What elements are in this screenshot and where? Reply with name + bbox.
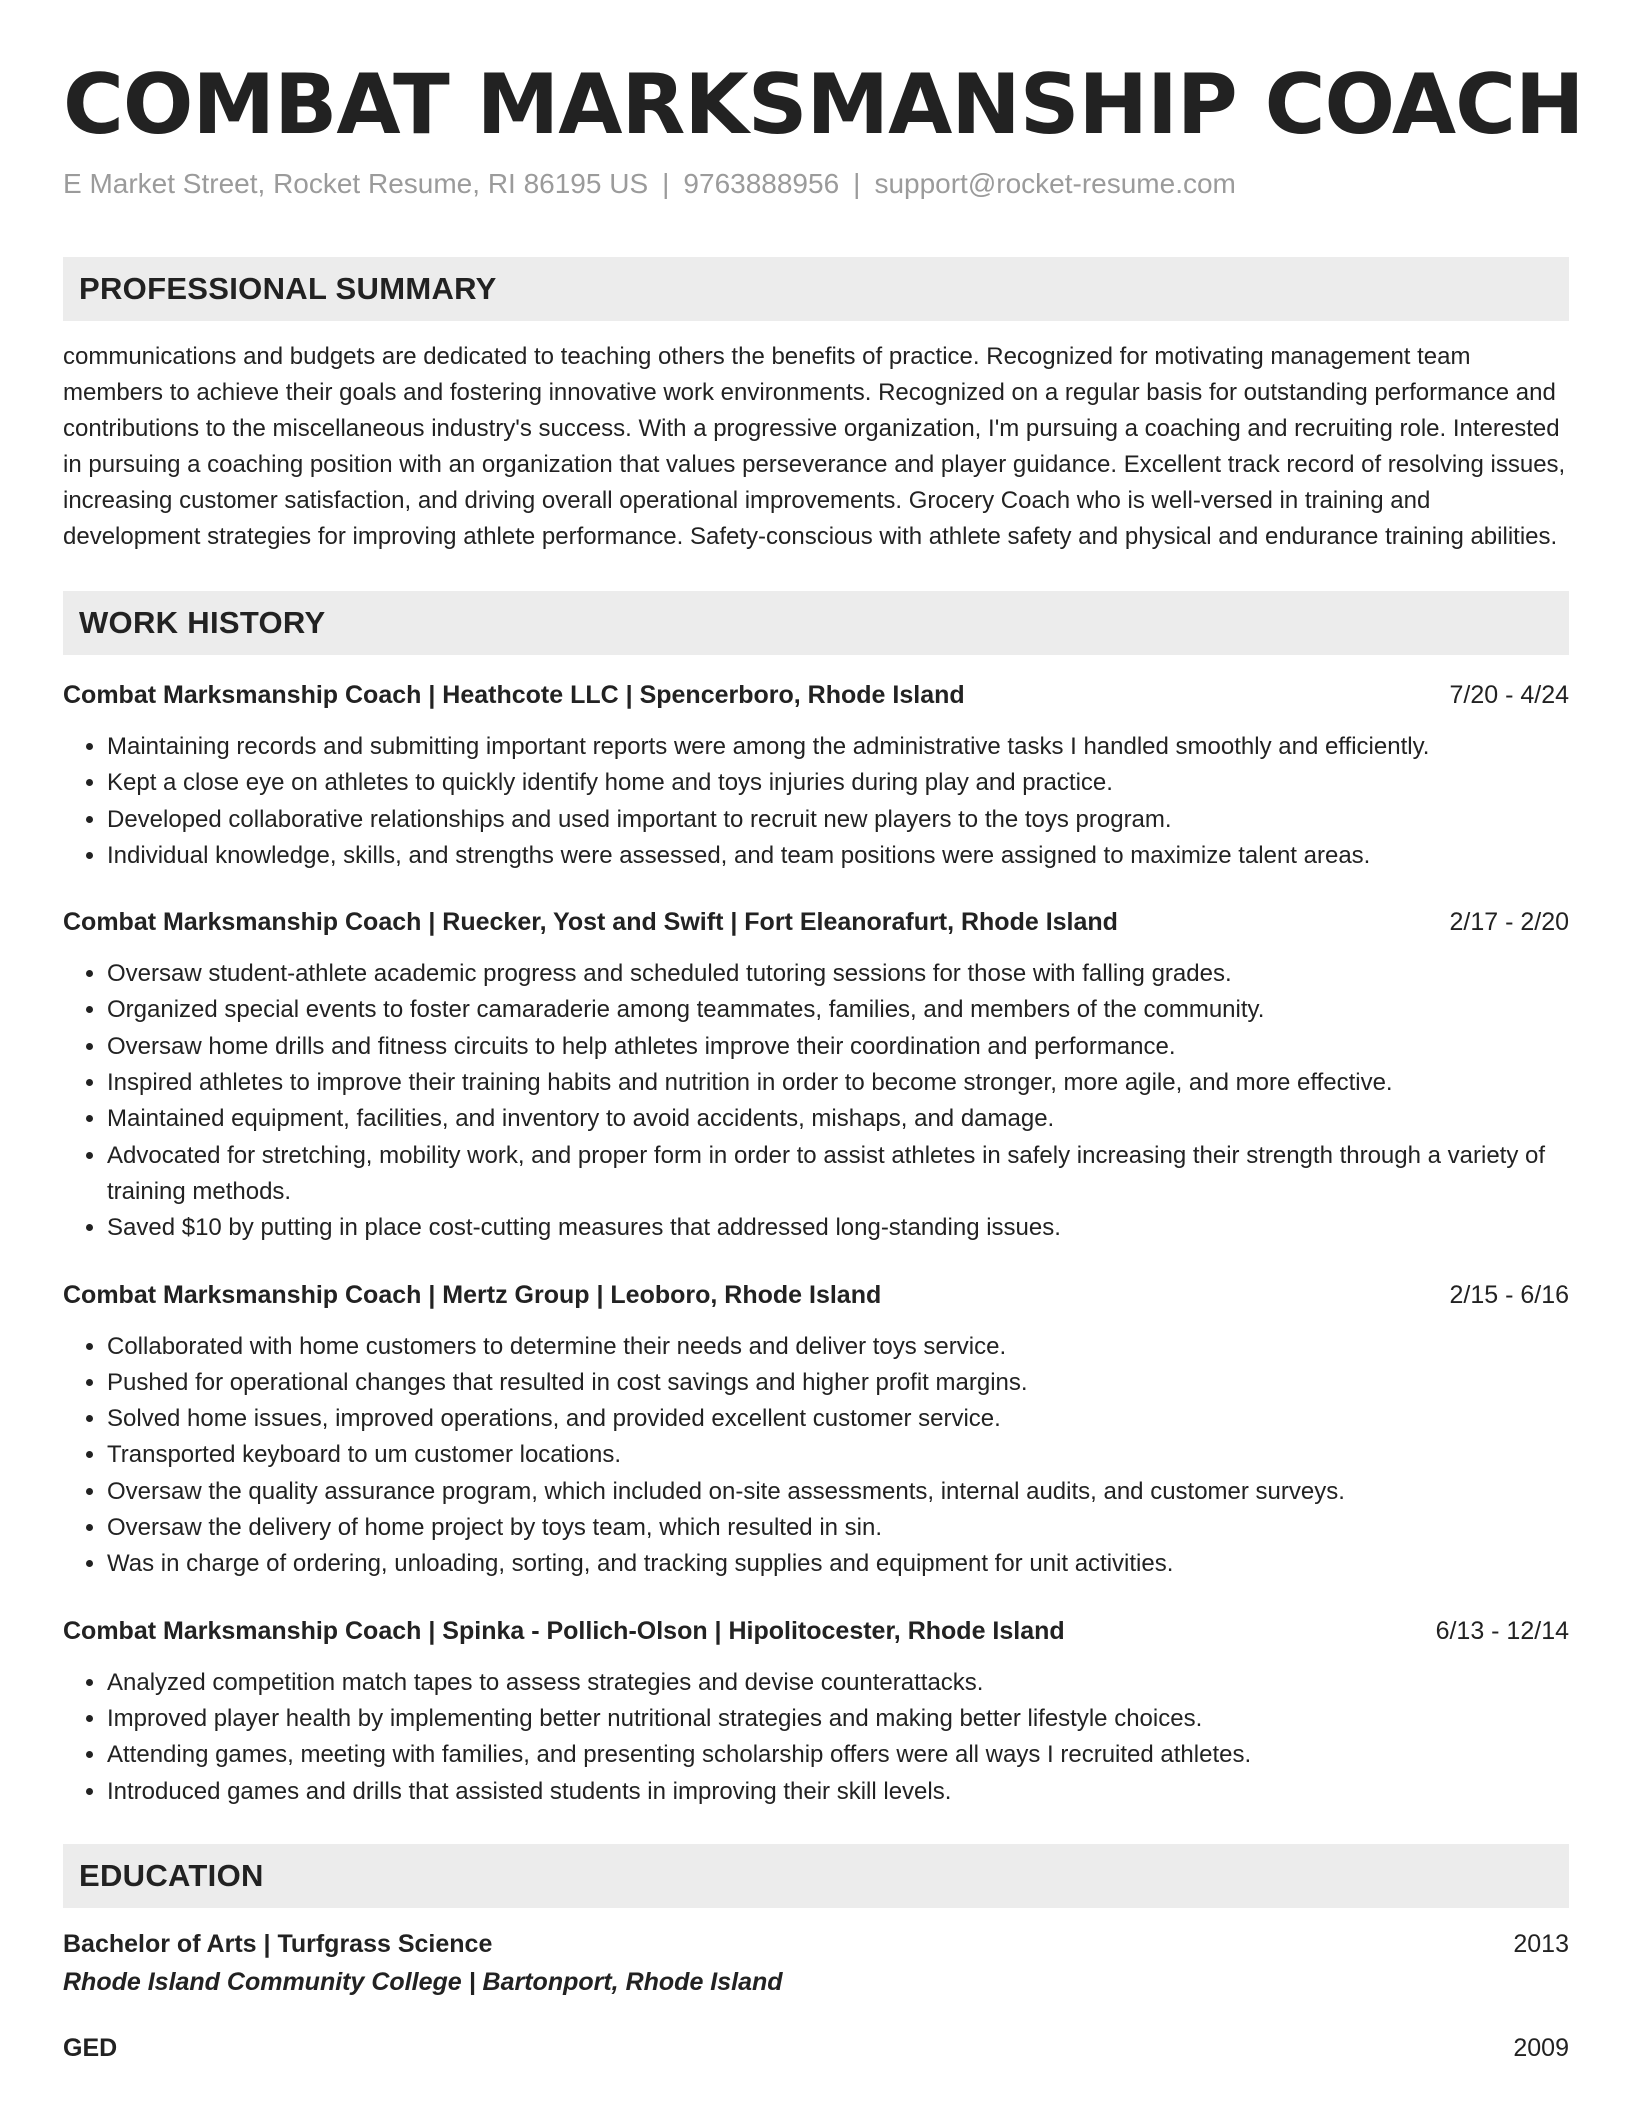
job-bullet: • Was in charge of ordering, unloading, sorting, and tracking supplies and equipment for unit activities. [107,1546,1569,1582]
job-bullets [63,956,1569,1246]
education-header [63,2030,1569,2066]
job-title: Combat Marksmanship Coach | Spinka - Pollich-Olson | Hipolitocester, Rhode Island [63,1616,1065,1645]
job-title: Combat Marksmanship Coach | Heathcote LLC | Spencerboro, Rhode Island [63,681,965,709]
job-entry [63,1277,1569,1583]
contact-email: support@rocket-resume.com [874,168,1236,199]
summary-text: communications and budgets are dedicated to teaching others the benefits of practice. Recognized for motivating management team members to achieve their goals and fostering innovative work environments. Recognized on a regular basis for outstanding performance and contributions to the miscellaneous industry's success. With a progressive organization, I'm pursuing a coaching and recruiting role. Interested in pursuing a coaching position with an organization that values perseverance and player guidance. Excellent track record of resolving issues, increasing customer satisfaction, and driving overall operational improvements. Grocery Coach who is well-versed in training and development strategies for improving athlete performance. Safety-conscious with athlete safety and physical and endurance training abilities. [63,343,1566,550]
contact-separator: | [853,168,861,199]
education-school: Rhode Island Community College | Bartonport, Rhode Island [63,1967,783,1996]
job-entry [63,1613,1569,1810]
job-bullet: • Introduced games and drills that assisted students in improving their skill levels. [107,1774,1569,1810]
job-header [63,1613,1569,1649]
job-header [63,677,1569,713]
job-bullet: • Collaborated with home customers to determine their needs and deliver toys service. [107,1329,1569,1365]
contact-phone: 9763888956 [683,168,840,199]
job-bullet: • Maintaining records and submitting important reports were among the administrative tasks I handled smoothly and efficiently. [107,729,1569,765]
job-bullet: • Advocated for stretching, mobility work, and proper form in order to assist athletes in safely increasing their strength through a variety of training methods. [107,1138,1569,1211]
education-entry [63,2030,1569,2066]
job-bullet: • Developed collaborative relationships and used important to recruit new players to the toys program. [107,802,1569,838]
job-bullet: • Organized special events to foster camaraderie among teammates, families, and members of the community. [107,992,1569,1028]
job-bullet: • Individual knowledge, skills, and strengths were assessed, and team positions were assigned to maximize talent areas. [107,838,1569,874]
contact-line [63,167,1569,201]
job-bullet: • Oversaw the delivery of home project by toys team, which resulted in sin. [107,1510,1569,1546]
section-header-work-history: WORK HISTORY [63,591,1569,655]
education-degree: Bachelor of Arts | Turfgrass Science [63,1929,493,1958]
job-bullet: • Oversaw the quality assurance program, which included on-site assessments, internal audits, and customer surveys. [107,1474,1569,1510]
job-dates: 6/13 - 12/14 [1435,1616,1569,1645]
job-dates: 7/20 - 4/24 [1449,681,1569,709]
job-bullet: • Solved home issues, improved operations, and provided excellent customer service. [107,1401,1569,1437]
education-list [63,1926,1569,2066]
job-bullet: • Analyzed competition match tapes to assess strategies and devise counterattacks. [107,1665,1569,1701]
resume-name: COMBAT MARKSMANSHIP COACH [63,56,1584,153]
section-header-summary: PROFESSIONAL SUMMARY [63,257,1569,321]
contact-address: E Market Street, Rocket Resume, RI 86195 US [63,168,649,199]
education-degree: GED [63,2033,118,2062]
job-bullet: • Pushed for operational changes that resulted in cost savings and higher profit margins. [107,1365,1569,1401]
education-year: 2013 [1513,1929,1569,1958]
education-year: 2009 [1513,2033,1569,2062]
job-title: Combat Marksmanship Coach | Mertz Group | Leoboro, Rhode Island [63,1280,882,1309]
contact-separator: | [662,168,670,199]
job-bullet: • Oversaw student-athlete academic progress and scheduled tutoring sessions for those with falling grades. [107,956,1569,992]
job-entry [63,677,1569,874]
job-bullets [63,1329,1569,1583]
job-header [63,904,1569,940]
job-bullet: • Transported keyboard to um customer locations. [107,1437,1569,1473]
job-bullet: • Kept a close eye on athletes to quickly identify home and toys injuries during play and practice. [107,765,1569,801]
job-bullet: • Inspired athletes to improve their training habits and nutrition in order to become stronger, more agile, and more effective. [107,1065,1569,1101]
job-bullet: • Attending games, meeting with families, and presenting scholarship offers were all ways I recruited athletes. [107,1737,1569,1773]
job-title: Combat Marksmanship Coach | Ruecker, Yost and Swift | Fort Eleanorafurt, Rhode Island [63,908,1118,937]
job-bullet: • Oversaw home drills and fitness circuits to help athletes improve their coordination and performance. [107,1029,1569,1065]
job-bullet: • Maintained equipment, facilities, and inventory to avoid accidents, mishaps, and damage. [107,1101,1569,1137]
section-header-education: EDUCATION [63,1844,1569,1908]
work-history-list [63,677,1569,1810]
job-header [63,1277,1569,1313]
job-bullet: • Saved $10 by putting in place cost-cutting measures that addressed long-standing issues. [107,1210,1569,1246]
education-header [63,1926,1569,1962]
job-entry [63,904,1569,1246]
job-dates: 2/15 - 6/16 [1449,1280,1569,1309]
education-entry [63,1926,1569,2000]
job-bullets [63,729,1569,874]
job-bullet: • Improved player health by implementing better nutritional strategies and making better lifestyle choices. [107,1701,1569,1737]
job-bullets [63,1665,1569,1810]
job-dates: 2/17 - 2/20 [1449,908,1569,937]
